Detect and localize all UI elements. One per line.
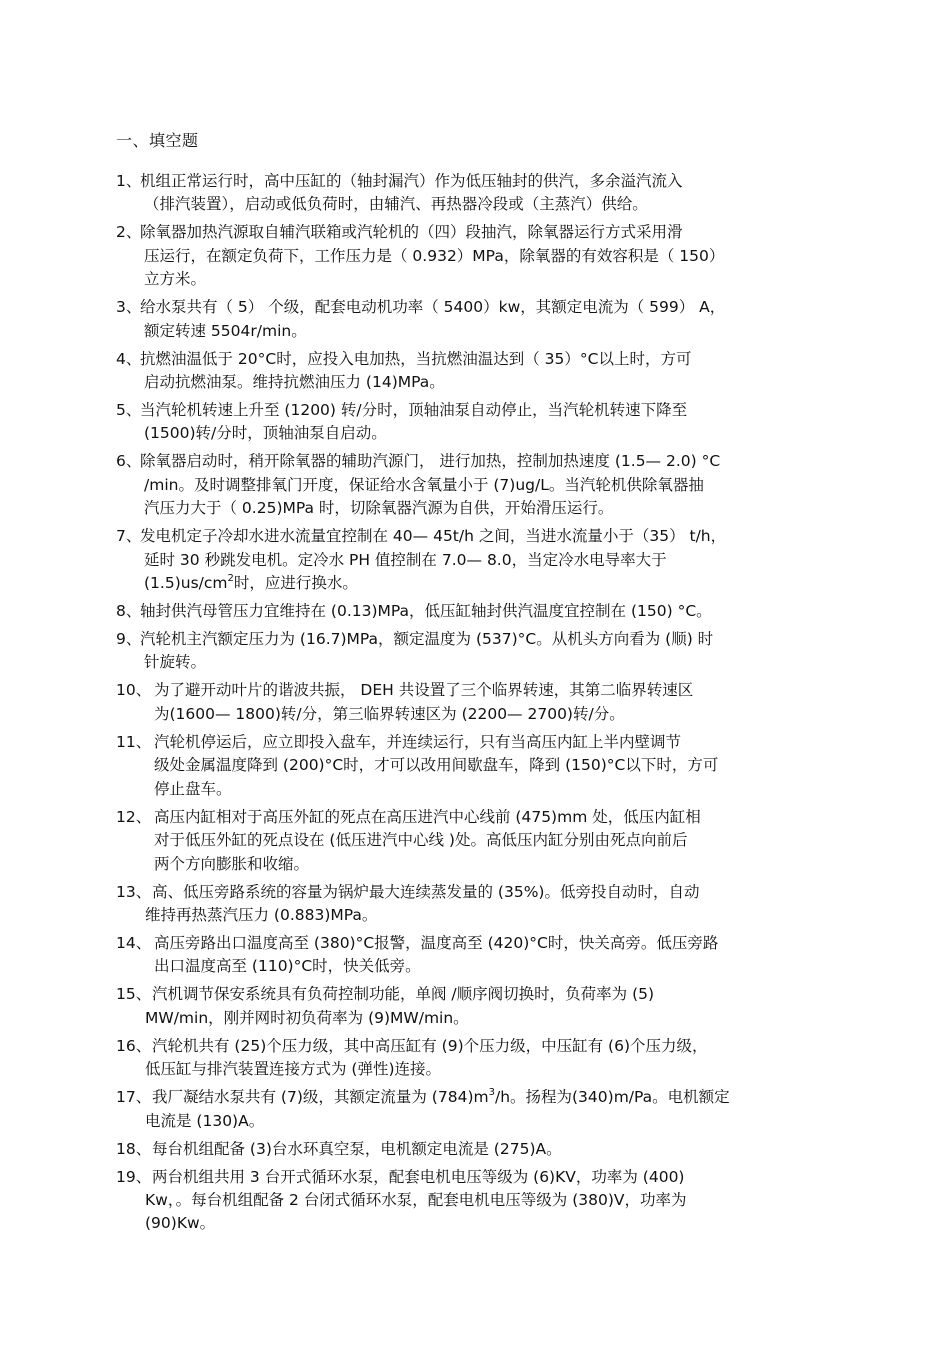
question-number: 15、 (116, 985, 152, 1004)
question-line: 给水泵共有（ 5） 个级，配套电动机功率（ 5400）kw，其额定电流为（ 599） A， (140, 298, 726, 317)
question-number: 2、 (116, 223, 142, 242)
question-line: 每台机组配备 (3)台水环真空泵，电机额定电流是 (275)A。 (152, 1139, 562, 1158)
question-text: (1.5)us/cm (144, 574, 228, 593)
question-number: 7、 (116, 527, 142, 546)
question-1 (116, 170, 816, 217)
question-text: 时，应进行换水。 (233, 574, 358, 593)
question-line: 抗燃油温低于 20°C时，应投入电加热，当抗燃油温达到（ 35）°C以上时，方可 (140, 349, 692, 368)
question-number: 18、 (116, 1139, 152, 1158)
question-line: 汽轮机主汽额定压力为 (16.7)MPa，额定温度为 (537)°C。从机头方向看为 (顺) 时 (140, 630, 714, 649)
question-line: 发电机定子冷却水进水流量宜控制在 40— 45t/h 之间，当进水流量小于（35） t/h， (140, 527, 727, 546)
question-line: 低压缸与排汽装置连接方式为 (弹性)连接。 (145, 1060, 442, 1079)
question-line: 针旋转。 (144, 653, 207, 672)
question-line: (1500)转/分时，顶轴油泵自启动。 (144, 424, 387, 443)
question-number: 10、 (116, 681, 152, 700)
question-number: 9、 (116, 630, 142, 649)
question-18 (116, 1138, 816, 1161)
question-line: 轴封供汽母管压力宜维持在 (0.13)MPa，低压缸轴封供汽温度宜控制在 (150) °C。 (140, 602, 712, 621)
question-line: Kw，。每台机组配备 2 台闭式循环水泵，配套电机电压等级为 (380)V，功率为 (145, 1190, 687, 1209)
question-8 (116, 600, 816, 623)
question-line: 机组正常运行时，高中压缸的（轴封漏汽）作为低压轴封的供汽，多余溢汽流入 (140, 172, 683, 190)
question-list (116, 170, 816, 1240)
section-title: 一、填空题 (116, 131, 199, 150)
question-15 (116, 983, 816, 1030)
question-number: 4、 (116, 349, 142, 368)
question-line: 汽轮机停运后，应立即投入盘车，并连续运行，只有当高压内缸上半内壁调节 (154, 732, 682, 751)
question-number: 11、 (116, 732, 152, 751)
question-4 (116, 348, 816, 395)
question-number: 16、 (116, 1036, 152, 1055)
question-17 (116, 1086, 816, 1133)
question-line: MW/min，刚并网时初负荷率为 (9)MW/min。 (145, 1008, 469, 1027)
question-number: 8、 (116, 602, 142, 621)
question-line: 对于低压外缸的死点设在 (低压进汽中心线 )处。高低压内缸分别由死点向前后 (154, 831, 688, 850)
question-9 (116, 628, 816, 675)
question-line: 电流是 (130)A。 (145, 1111, 265, 1130)
question-19 (116, 1166, 816, 1236)
superscript: 2 (227, 573, 234, 585)
question-line: 出口温度高至 (110)°C时，快关低旁。 (154, 957, 421, 976)
question-line: 汽轮机共有 (25)个压力级，其中高压缸有 (9)个压力级，中压缸有 (6)个压力级， (152, 1036, 708, 1055)
question-line: 维持再热蒸汽压力 (0.883)MPa。 (145, 905, 378, 924)
question-line: 为了避开动叶片的谐波共振， DEH 共设置了三个临界转速，其第二临界转速区 (154, 681, 694, 700)
question-3 (116, 296, 816, 343)
question-line: 高压旁路出口温度高至 (380)°C报警，温度高至 (420)°C时，快关高旁。低压旁路 (154, 933, 719, 952)
question-line: 为(1600— 1800)转/分，第三临界转速区为 (2200— 2700)转/分。 (154, 704, 625, 723)
question-line: 汽机调节保安系统具有负荷控制功能，单阀 /顺序阀切换时，负荷率为 (5) (152, 985, 655, 1004)
question-line (116, 572, 816, 595)
question-2 (116, 221, 816, 291)
question-line: 延时 30 秒跳发电机。定冷水 PH 值控制在 7.0— 8.0，当定冷水电导率大于 (144, 550, 667, 569)
question-line: /min。及时调整排氧门开度，保证给水含氧量小于 (7)ug/L。当汽轮机供除氧器抽 (144, 475, 704, 494)
question-line: 停止盘车。 (154, 779, 232, 798)
question-line (116, 1086, 816, 1109)
question-line: 启动抗燃油泵。维持抗燃油压力 (14)MPa。 (144, 373, 445, 392)
question-number: 6、 (116, 452, 142, 471)
question-line: 压运行，在额定负荷下，工作压力是（ 0.932）MPa，除氧器的有效容积是（ 150） (144, 246, 725, 265)
question-7 (116, 525, 816, 595)
question-5 (116, 399, 816, 446)
question-number: 1、 (116, 172, 142, 190)
question-line: （排汽装置），启动或低负荷时，由辅汽、再热器冷段或（主蒸汽）供给。 (144, 195, 648, 214)
question-number: 12、 (116, 807, 152, 826)
question-6 (116, 450, 816, 520)
question-line: 高压内缸相对于高压外缸的死点在高压进汽中心线前 (475)mm 处，低压内缸相 (154, 807, 701, 826)
question-number: 13、 (116, 882, 152, 901)
question-line: (90)Kw。 (145, 1214, 216, 1233)
question-16 (116, 1035, 816, 1082)
question-line: 高、低压旁路系统的容量为锅炉最大连续蒸发量的 (35%)。低旁投自动时，自动 (152, 882, 700, 901)
question-number: 19、 (116, 1167, 152, 1186)
question-line: 立方米。 (144, 270, 207, 289)
question-line: 除氧器加热汽源取自辅汽联箱或汽轮机的（四）段抽汽，除氧器运行方式采用滑 (140, 223, 683, 242)
question-11 (116, 731, 816, 801)
question-number: 3、 (116, 298, 142, 317)
question-number: 17、 (116, 1088, 152, 1107)
question-10 (116, 679, 816, 726)
question-line: 两个方向膨胀和收缩。 (154, 854, 310, 873)
question-number: 14、 (116, 933, 152, 952)
question-14 (116, 932, 816, 979)
question-line: 额定转速 5504r/min。 (144, 321, 307, 340)
question-text: 我厂凝结水泵共有 (7)级，其额定流量为 (784)m (152, 1088, 489, 1107)
question-text: /h。扬程为(340)m/Pa。电机额定 (494, 1088, 730, 1107)
question-line: 当汽轮机转速上升至 (1200) 转/分时，顶轴油泵自动停止，当汽轮机转速下降至 (140, 401, 688, 420)
question-12 (116, 806, 816, 876)
superscript: 3 (488, 1087, 495, 1099)
question-line: 两台机组共用 3 台开式循环水泵，配套电机电压等级为 (6)KV，功率为 (400) (152, 1167, 685, 1186)
question-line: 汽压力大于（ 0.25)MPa 时，切除氧器汽源为自供，开始滑压运行。 (144, 499, 614, 518)
question-line: 除氧器启动时，稍开除氧器的辅助汽源门， 进行加热，控制加热速度 (1.5— 2.0) °C (140, 452, 721, 471)
question-13 (116, 881, 816, 928)
question-line: 级处金属温度降到 (200)°C时，才可以改用间歇盘车，降到 (150)°C以下时，方可 (154, 756, 719, 775)
question-number: 5、 (116, 401, 142, 420)
